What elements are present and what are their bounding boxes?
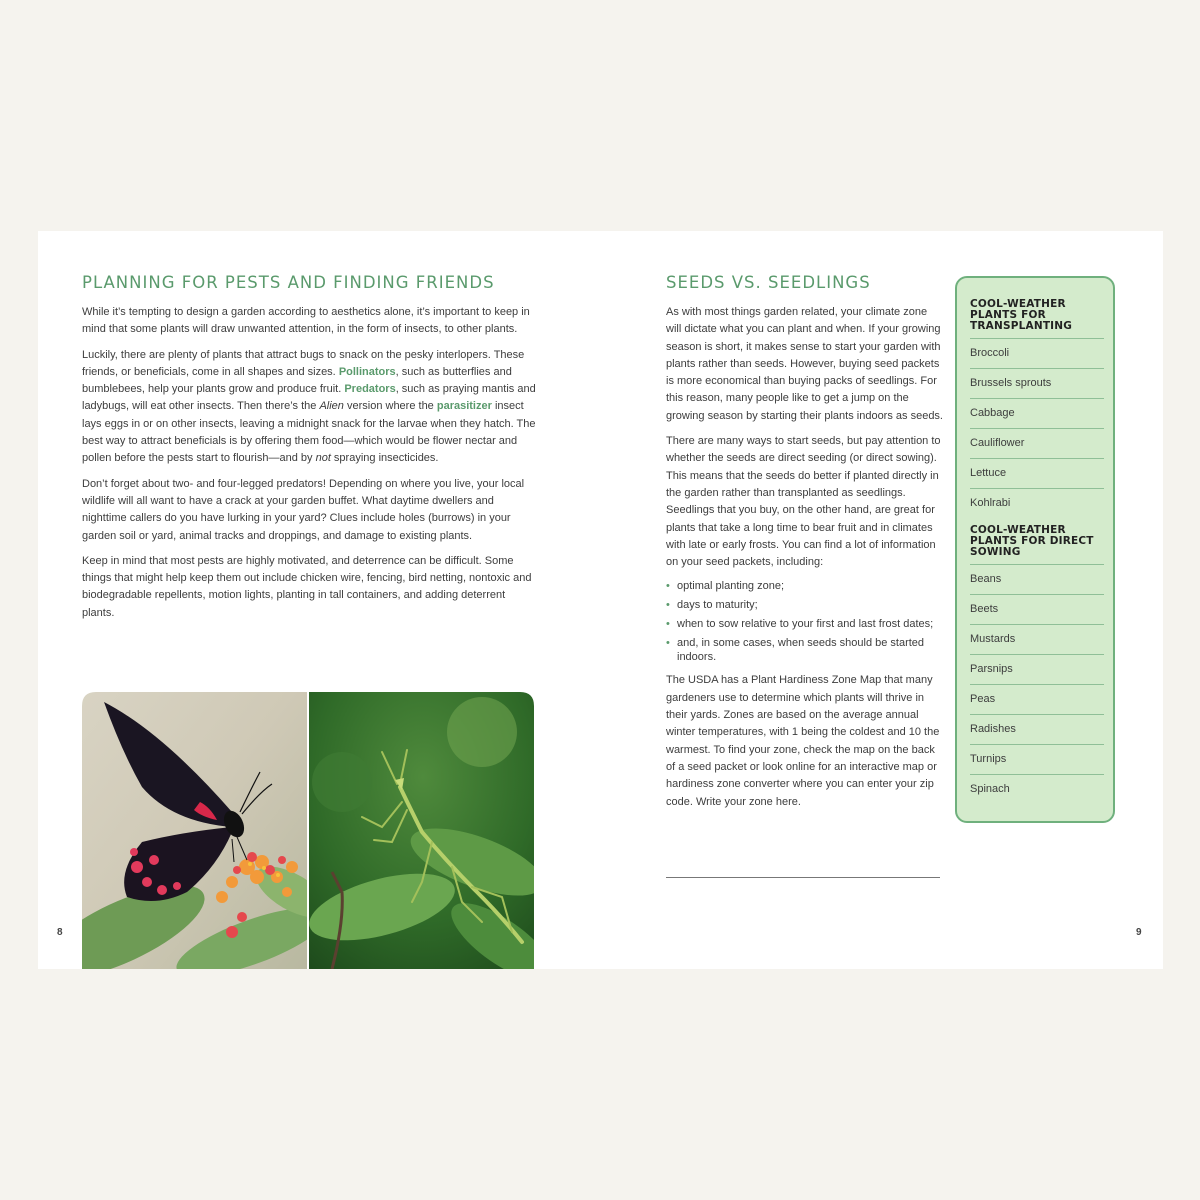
text-run: , such as butterflies and bumblebees, help your plants grow and produce fruit.: [82, 365, 512, 396]
right-paragraph-3: The USDA has a Plant Hardiness Zone Map that many gardeners use to determine which plants will thrive in their yards. Zones are based on the average annual winter temperatures, with 1 being the coldest and 10 the warmest. To find your zone, check the map on the back of a seed packet or look online for an interactive map or hardiness zone converter where you can enter your zip code. Write your zone here.: [666, 674, 940, 808]
right-page-body: [666, 304, 944, 819]
list-item: Turnips: [970, 745, 1104, 775]
list-item: Peas: [970, 685, 1104, 715]
term-parasitizer: parasitizer: [436, 400, 492, 413]
text-run: insect lays eggs in or on other insects, leaving a midnight snack for the larvae when they hatch. The best way to attract beneficials is by offering them food—which would be flower nectar and pollen before the pests start to flourish—and by: [82, 400, 536, 465]
sidebar-title-transplanting: COOL-WEATHER PLANTS FOR TRANSPLANTING: [970, 299, 1104, 339]
list-item: Mustards: [970, 625, 1104, 655]
left-page-body: [82, 304, 537, 630]
term-pollinators: Pollinators: [338, 365, 396, 378]
book-spread: [38, 231, 1163, 969]
direct-sowing-list: [970, 565, 1104, 804]
insect-photos: [82, 692, 534, 969]
list-item: Spinach: [970, 783, 1010, 795]
text-run: version where the: [343, 400, 437, 413]
term-not: not: [315, 452, 331, 465]
text-run: , such as praying mantis and ladybugs, will eat other insects. Then there’s the: [82, 383, 536, 413]
sidebar-title-direct-sowing: COOL-WEATHER PLANTS FOR DIRECT SOWING: [970, 525, 1104, 565]
zone-write-in-line[interactable]: [666, 877, 940, 878]
list-item: Radishes: [970, 715, 1104, 745]
list-item: Brussels sprouts: [970, 369, 1104, 399]
transplanting-list: [970, 339, 1104, 518]
butterfly-photo: [82, 692, 336, 969]
term-alien: Alien: [319, 400, 344, 413]
cool-weather-plants-sidebar: [955, 276, 1115, 823]
list-item: Lettuce: [970, 459, 1104, 489]
list-item: • when to sow relative to your first and last frost dates;: [666, 617, 944, 631]
list-item: • days to maturity;: [666, 598, 944, 612]
page-number-right: 9: [1136, 927, 1142, 938]
left-paragraph-3: Don’t forget about two- and four-legged predators! Depending on where you live, your local wildlife will all want to have a crack at your garden buffet. What daytime dwellers and nighttime callers do you have lurking in your yard? Clues include holes (burrows) in your garden soil or yard, animal tracks and droppings, and damage to existing plants.: [82, 477, 525, 542]
text-run: Luckily, there are plenty of plants that attract bugs to snack on the pesky interlopers. These friends, or beneficials, come in all shapes and sizes.: [82, 348, 525, 378]
left-paragraph-1: While it’s tempting to design a garden according to aesthetics alone, it’s important to keep in mind that some plants will draw unwanted attention, in the form of insects, to other plants.: [82, 306, 530, 336]
term-predators: Predators: [344, 383, 396, 396]
left-page-heading: PLANNING FOR PESTS AND FINDING FRIENDS: [82, 273, 495, 292]
list-item: Parsnips: [970, 655, 1104, 685]
text-run: spraying insecticides.: [330, 452, 439, 465]
list-item: Cauliflower: [970, 429, 1104, 459]
list-item: Kohlrabi: [970, 497, 1011, 509]
right-paragraph-1: As with most things garden related, your climate zone will dictate what you can plant and when. If your growing season is short, it makes sense to start your garden with plants rather than seeds. However, buying seed packets is more economical than buying packs of seedlings. For this reason, many people like to get a jump on the growing season by starting their plants indoors as seeds.: [666, 306, 943, 422]
left-paragraph-4: Keep in mind that most pests are highly motivated, and deterrence can be difficult. Some things that might help keep them out include chicken wire, fencing, bird netting, nontoxic and biodegradable repellents, motion lights, planting in tall containers, and adding deterrent plants.: [82, 554, 532, 619]
seed-packet-info-list: [666, 579, 944, 664]
right-page-heading: SEEDS VS. SEEDLINGS: [666, 273, 871, 292]
right-paragraph-2: There are many ways to start seeds, but pay attention to whether the seeds are direct seeding (or direct sowing). This means that the seeds do better if planted directly in the garden rather than transplanted as seedlings. Seedlings that you buy, on the other hand, are great for plants that take a long time to bear fruit and in climates with late or early frosts. You can find a lot of information on your seed packets, including:: [666, 435, 941, 569]
list-item: Beans: [970, 565, 1104, 595]
list-item: • and, in some cases, when seeds should be started indoors.: [666, 636, 944, 664]
left-paragraph-2: [82, 347, 537, 468]
list-item: • optimal planting zone;: [666, 579, 944, 593]
mantis-photo: [302, 692, 534, 969]
page-number-left: 8: [57, 927, 63, 938]
list-item: Cabbage: [970, 399, 1104, 429]
list-item: Broccoli: [970, 339, 1104, 369]
list-item: Beets: [970, 595, 1104, 625]
